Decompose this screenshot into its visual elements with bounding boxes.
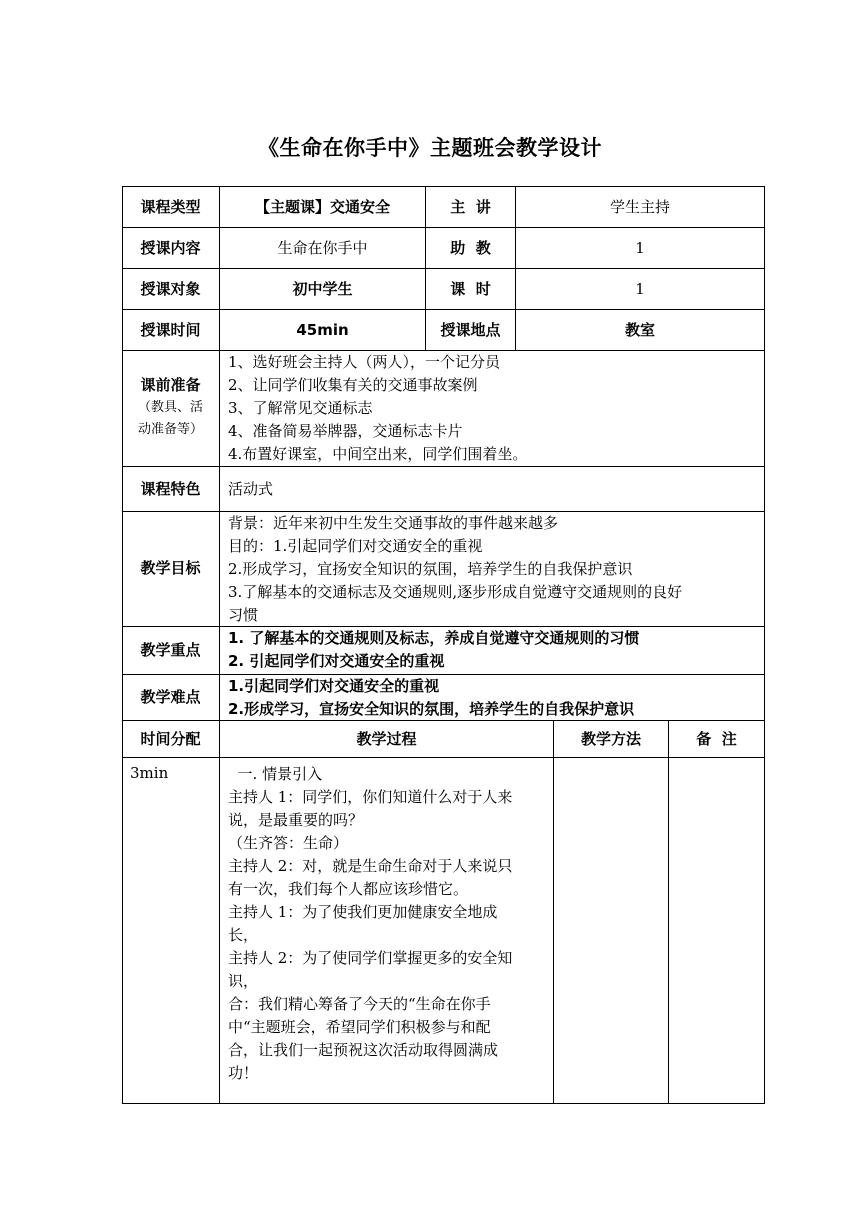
assistant-value: 1 (635, 239, 645, 257)
preparation-sublabel-1: （教具、活 (137, 400, 203, 415)
lecturer-value: 学生主持 (609, 198, 670, 216)
col-header-time: 时间分配 (140, 730, 201, 748)
content-label: 授课内容 (140, 239, 201, 257)
objective-line: 目的：1.引起同学们对交通安全的重视 (228, 537, 483, 555)
audience-label: 授课对象 (140, 280, 201, 298)
difficulty-line: 2.形成学习，宣扬安全知识的氛围，培养学生的自我保护意识 (228, 700, 635, 718)
assistant-label: 助 教 (450, 239, 491, 257)
preparation-line: 4、准备简易举牌器，交通标志卡片 (228, 422, 463, 440)
difficulties-label: 教学难点 (140, 688, 201, 706)
col-header-note: 备 注 (696, 730, 737, 748)
time-value: 45min (296, 321, 349, 339)
objective-line: 2.形成学习，宜扬安全知识的氛围，培养学生的自我保护意识 (228, 560, 633, 578)
preparation-line: 1、选好班会主持人（两人），一个记分员 (228, 353, 501, 371)
process-line: 合，让我们一起预祝这次活动取得圆满成 (228, 1041, 499, 1059)
course-type-label: 课程类型 (140, 198, 201, 216)
process-line: 说，是最重要的吗？ (228, 811, 364, 829)
process-line: 长， (228, 926, 259, 944)
objective-label: 教学目标 (140, 559, 201, 577)
process-line: 有一次，我们每个人都应该珍惜它。 (228, 880, 469, 898)
process-line: 功！ (228, 1064, 259, 1082)
time-label: 授课时间 (140, 321, 201, 339)
objective-line: 3.了解基本的交通标志及交通规则,逐步形成自觉遵守交通规则的良好 (228, 583, 683, 601)
preparation-line: 2、让同学们收集有关的交通事故案例 (228, 376, 478, 394)
preparation-sublabel-2: 动准备等） (137, 422, 203, 437)
place-label: 授课地点 (440, 321, 501, 339)
preparation-label: 课前准备 (140, 376, 201, 394)
process-line: 主持人 2：为了使同学们掌握更多的安全知 (228, 949, 513, 967)
key-point-line: 1. 了解基本的交通规则及标志，养成自觉遵守交通规则的习惯 (228, 629, 640, 647)
col-header-method: 教学方法 (580, 730, 641, 748)
objective-line: 习惯 (228, 606, 259, 624)
difficulty-line: 1.引起同学们对交通安全的重视 (228, 677, 440, 695)
process-line: 合：我们精心筹备了今天的“生命在你手 (228, 995, 491, 1013)
process-line: 主持人 1：同学们，你们知道什么对于人来 (228, 788, 513, 806)
key-point-line: 2. 引起同学们对交通安全的重视 (228, 652, 445, 670)
document-title: 《生命在你手中》主题班会教学设计 (258, 136, 602, 160)
process-line: 识， (228, 972, 259, 990)
process-line: 一. 情景引入 (228, 765, 323, 783)
process-time: 3min (130, 764, 169, 782)
content-value: 生命在你手中 (277, 239, 368, 257)
preparation-line: 3、了解常见交通标志 (228, 399, 373, 417)
process-line: 主持人 2：对，就是生命生命对于人来说只 (228, 857, 513, 875)
process-line: 中“主题班会，希望同学们积极参与和配 (228, 1018, 491, 1036)
process-line: （生齐答：生命） (228, 834, 349, 852)
feature-label: 课程特色 (140, 480, 201, 498)
lecturer-label: 主 讲 (450, 198, 491, 216)
preparation-line: 4.布置好课室，中间空出来，同学们围着坐。 (228, 445, 528, 463)
objective-line: 背景：近年来初中生发生交通事故的事件越来越多 (228, 514, 559, 532)
hours-label: 课 时 (450, 280, 491, 298)
place-value: 教室 (624, 321, 655, 339)
hours-value: 1 (635, 280, 645, 298)
col-header-process: 教学过程 (356, 730, 417, 748)
course-type-value: 【主题课】交通安全 (254, 198, 390, 216)
audience-value: 初中学生 (292, 280, 353, 298)
feature-value: 活动式 (228, 480, 274, 498)
process-line: 主持人 1：为了使我们更加健康安全地成 (228, 903, 498, 921)
key-points-label: 教学重点 (140, 641, 201, 659)
